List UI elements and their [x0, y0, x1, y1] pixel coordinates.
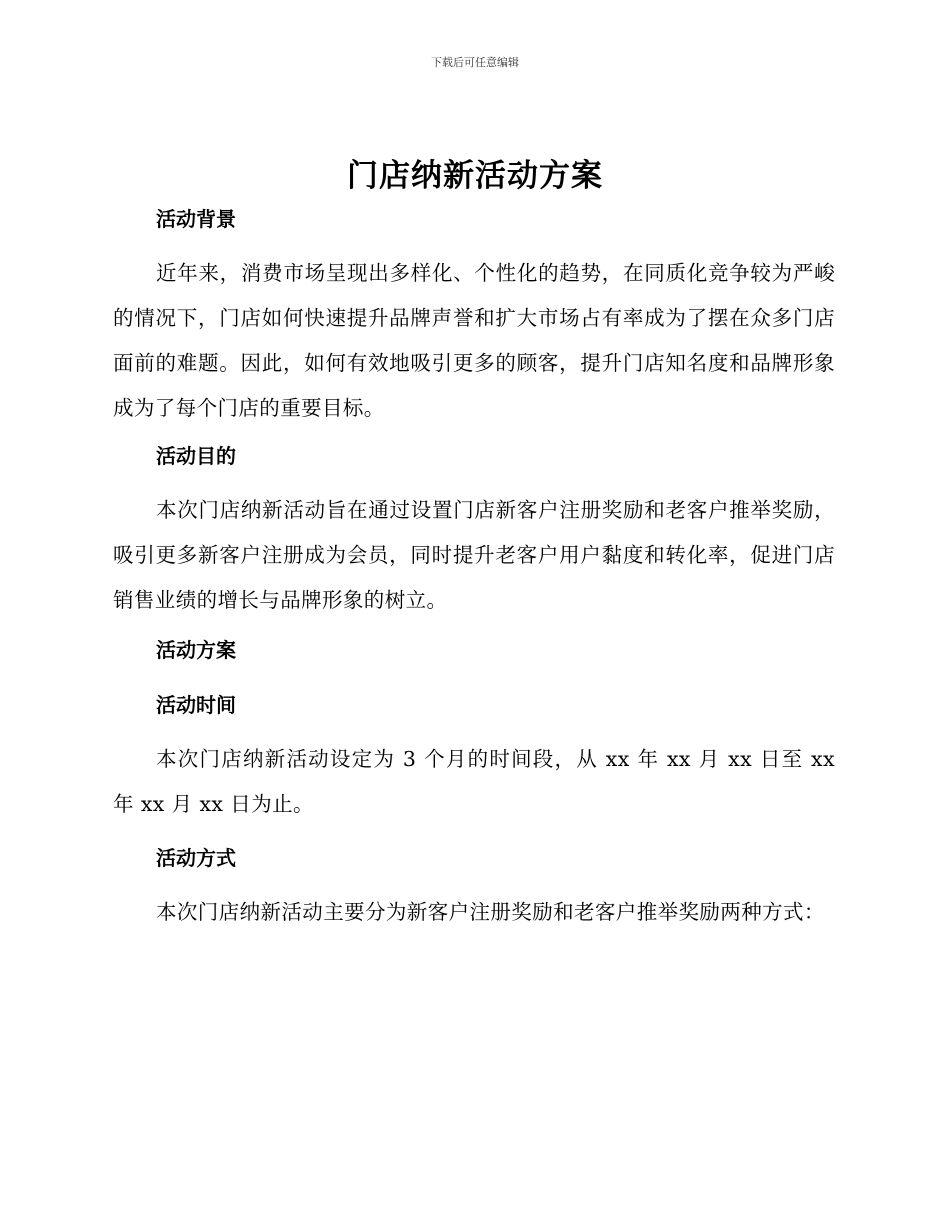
section-heading-time: 活动时间	[156, 693, 236, 717]
section-heading-method: 活动方式	[156, 846, 236, 870]
paragraph-purpose: 本次门店纳新活动旨在通过设置门店新客户注册奖励和老客户推举奖励，吸引更多新客户注册成为会员，同时提升老客户用户黏度和转化率，促进门店销售业绩的增长与品牌形象的树立。	[113, 498, 835, 612]
paragraph-background: 近年来，消费市场呈现出多样化、个性化的趋势，在同质化竞争较为严峻的情况下，门店如何快速提升品牌声誉和扩大市场占有率成为了摆在众多门店面前的难题。因此，如何有效地吸引更多的顾客，提升门店知名度和品牌形象成为了每个门店的重要目标。	[113, 261, 835, 420]
paragraph-time: 本次门店纳新活动设定为 3 个月的时间段，从 xx 年 xx 月 xx 日至 xx 年 xx 月 xx 日为止。	[113, 747, 835, 816]
header-note: 下载后可任意编辑	[431, 56, 519, 69]
section-heading-purpose: 活动目的	[156, 444, 236, 468]
paragraph-method: 本次门店纳新活动主要分为新客户注册奖励和老客户推举奖励两种方式：	[156, 900, 825, 924]
section-heading-plan: 活动方案	[156, 638, 236, 662]
document-title: 门店纳新活动方案	[347, 158, 603, 194]
section-heading-background: 活动背景	[156, 207, 236, 231]
